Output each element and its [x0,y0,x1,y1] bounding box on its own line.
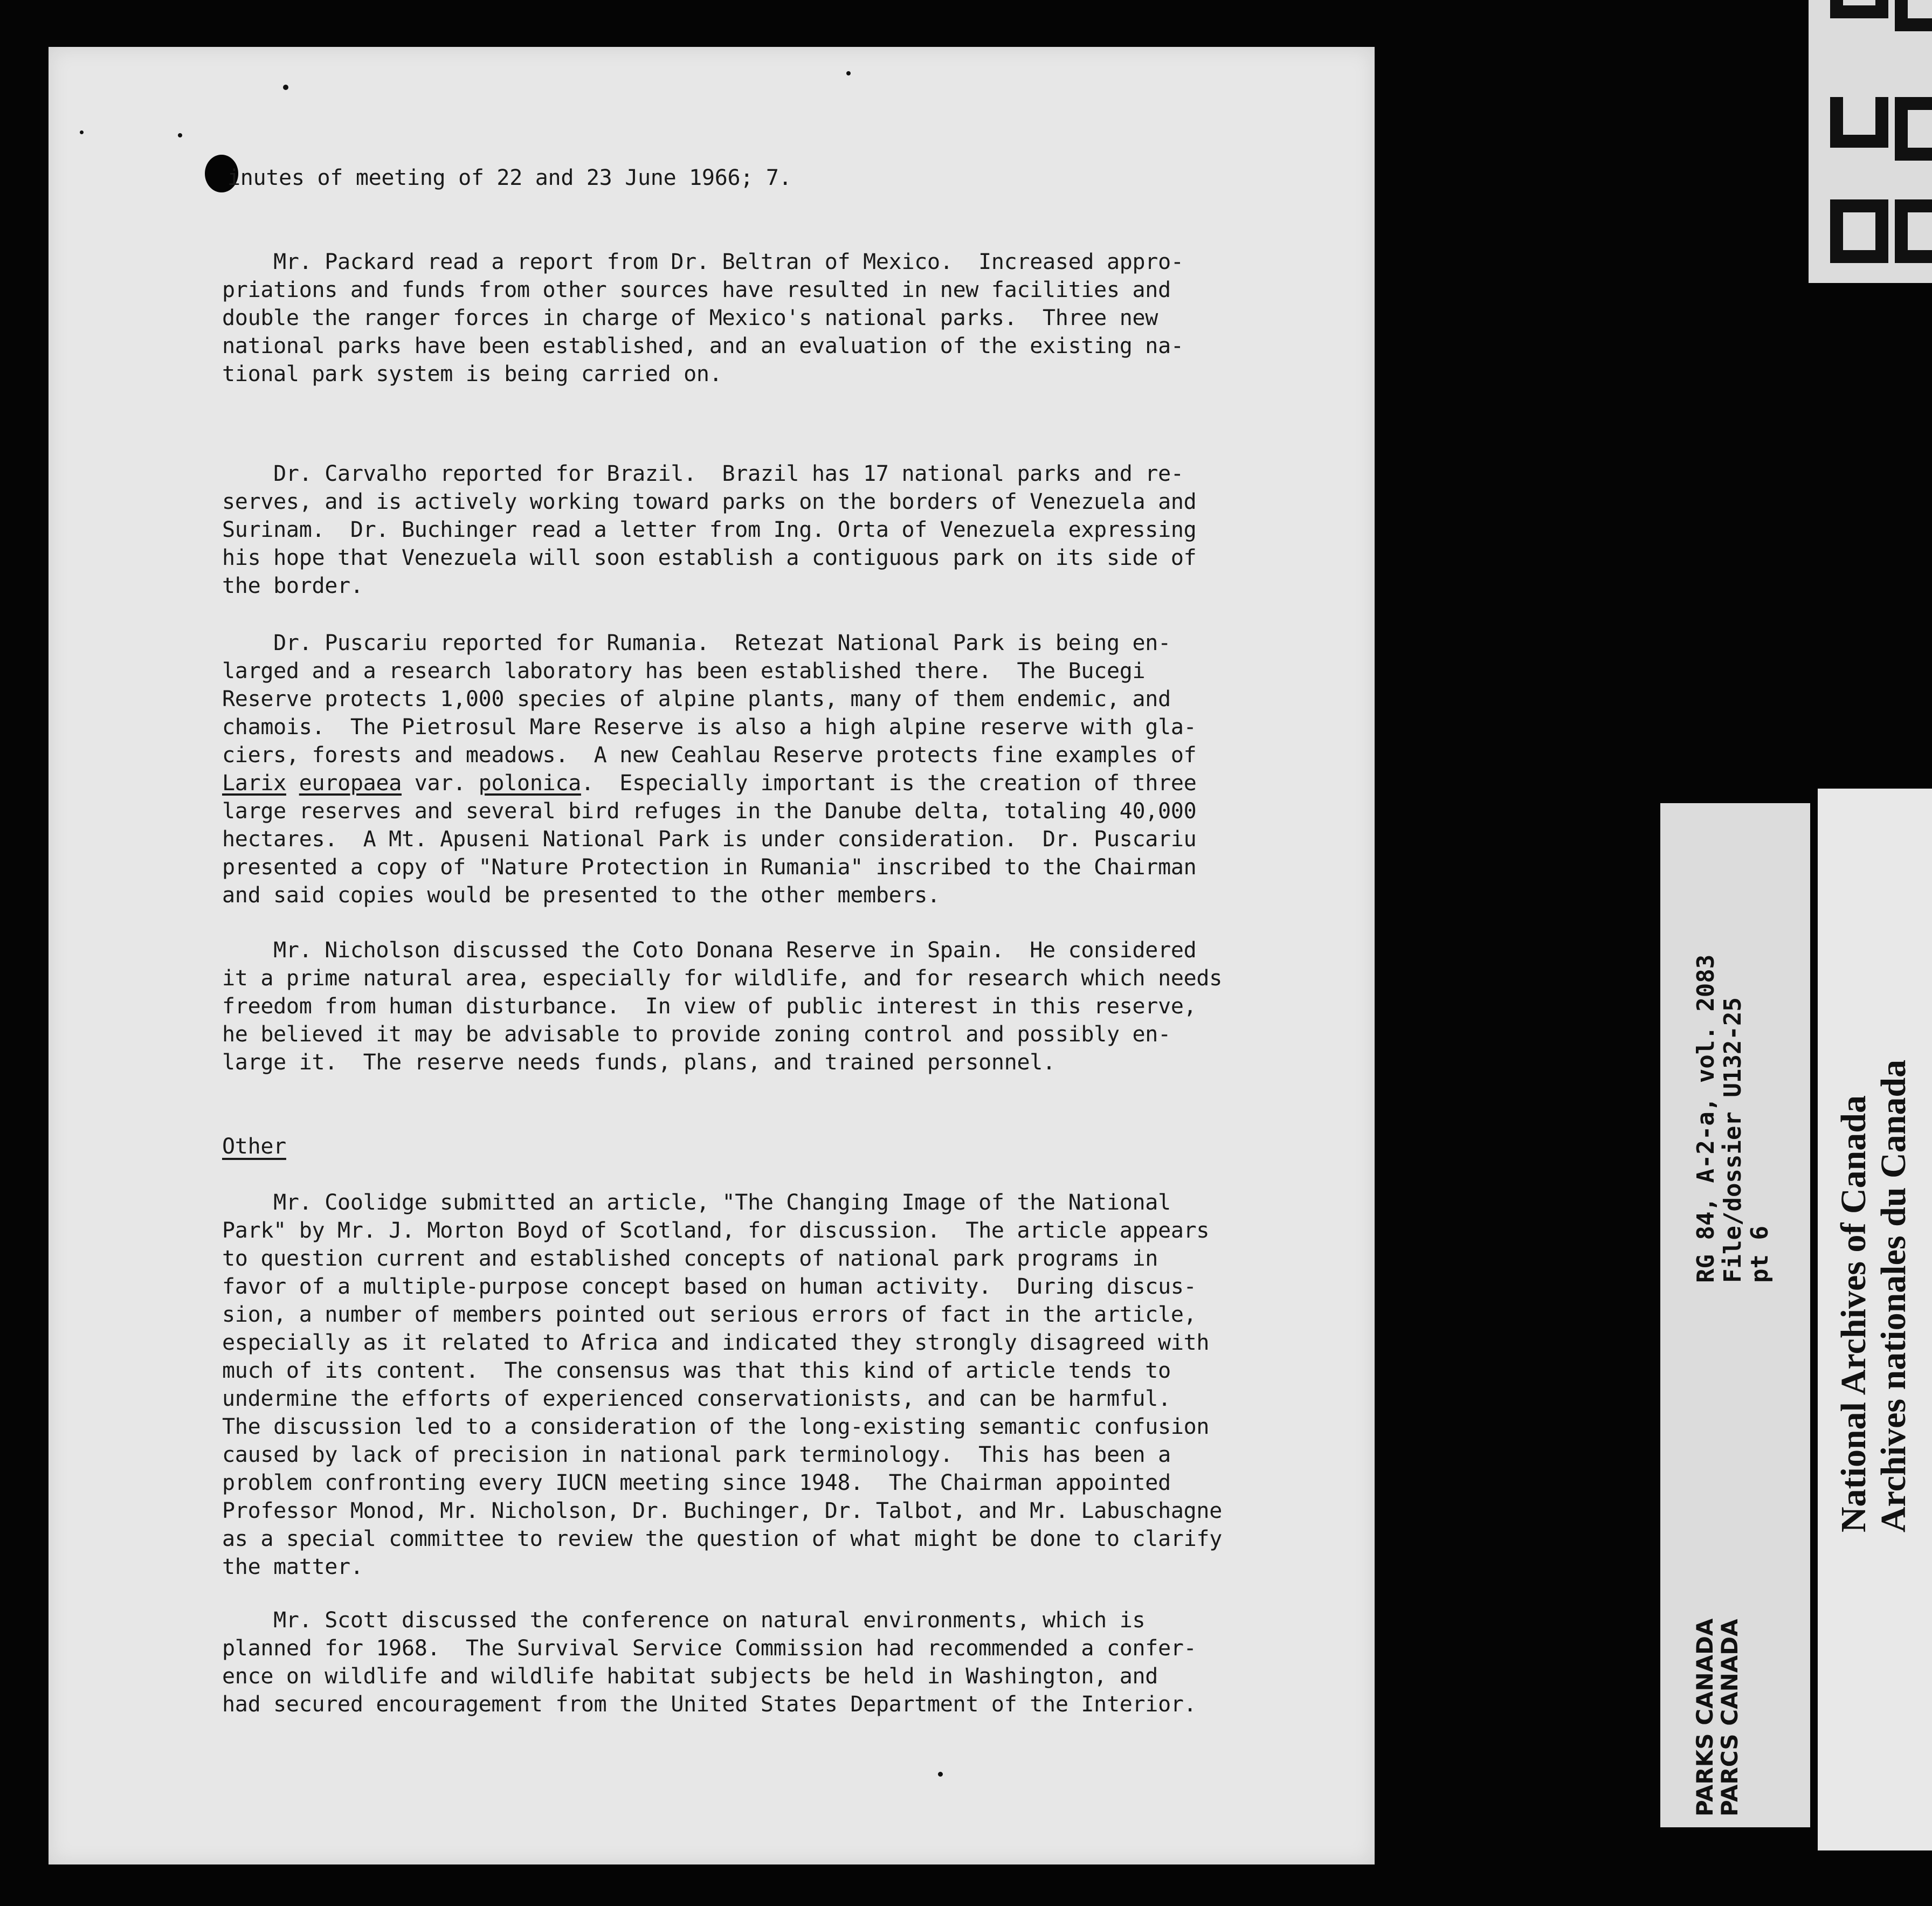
parks-line: PARCS CANADA [1716,1619,1743,1817]
frame-glyph [1830,97,1888,148]
text-line: tional park system is being carried on. [222,362,722,386]
frame-glyph [1895,97,1932,161]
paragraph-spain [222,936,1279,1076]
parks-line: PARKS CANADA [1692,1618,1718,1817]
frame-glyph [1830,0,1888,18]
archive-reference-label [1660,803,1810,1827]
text-line-underlined: Larix europaea var. polonica. Especially important is the creation of three [222,771,1197,796]
text-line: the matter. [222,1555,363,1579]
reference-line: File/dossier U132-25 [1719,997,1747,1283]
text-line: his hope that Venezuela will soon establish a contiguous park on its side of [222,545,1197,570]
text-line: Reserve protects 1,000 species of alpine plants, many of them endemic, and [222,687,1171,712]
text-line: Surinam. Dr. Buchinger read a letter from Ing. Orta of Venezuela expressing [222,517,1197,542]
archives-text [1834,1060,1914,1532]
text-line: Dr. Puscariu reported for Rumania. Retezat National Park is being en- [222,631,1171,655]
text-line: especially as it related to Africa and indicated they strongly disagreed with [222,1330,1210,1355]
text-line: and said copies would be presented to the other members. [222,883,940,908]
paragraph-mexico [222,248,1279,388]
text-line: priations and funds from other sources have resulted in new facilities and [222,278,1171,302]
page-header: inutes of meeting of 22 and 23 June 1966; 7. [227,165,792,190]
reference-line: pt 6 [1746,1226,1774,1283]
text-line: caused by lack of precision in national park terminology. This has been a [222,1442,1171,1467]
frame-glyph [1895,199,1932,263]
paragraph-brazil [222,460,1279,600]
archives-line: National Archives of Canada [1834,1095,1873,1532]
text-line: Dr. Carvalho reported for Brazil. Brazil has 17 national parks and re- [222,461,1184,486]
underlined-term: polonica [478,771,581,796]
speck [178,133,182,137]
text-line: larged and a research laboratory has been established there. The Bucegi [222,659,1146,683]
text-line: large it. The reserve needs funds, plans, and trained personnel. [222,1050,1055,1075]
speck [80,130,84,134]
reference-line: RG 84, A-2-a, vol. 2083 [1692,954,1720,1283]
section-heading-other: Other [222,1134,286,1159]
text-line: presented a copy of "Nature Protection in Rumania" inscribed to the Chairman [222,855,1197,880]
text-line: double the ranger forces in charge of Mexico's national parks. Three new [222,306,1158,330]
text-line: Mr. Nicholson discussed the Coto Donana Reserve in Spain. He considered [222,938,1197,963]
paragraph-coolidge [222,1189,1279,1581]
text-line: planned for 1968. The Survival Service Commission had recommended a confer- [222,1636,1197,1661]
speck [846,71,851,75]
parks-canada-text [1693,1618,1742,1817]
text-line: as a special committee to review the question of what might be done to clarify [222,1527,1222,1551]
speck [938,1772,943,1777]
text-line: the border. [222,574,363,598]
frame-glyph [1830,199,1888,263]
text-line: problem confronting every IUCN meeting since 1948. The Chairman appointed [222,1470,1171,1495]
text-line: Mr. Scott discussed the conference on natural environments, which is [222,1608,1146,1633]
text-line: Mr. Coolidge submitted an article, "The Changing Image of the National [222,1190,1171,1215]
text-line: ence on wildlife and wildlife habitat subjects be held in Washington, and [222,1664,1158,1689]
document-page [49,47,1375,1864]
frame-marker-card [1809,0,1932,283]
text-line: undermine the efforts of experienced conservationists, and can be harmful. [222,1386,1171,1411]
underlined-term: Larix [222,771,286,796]
text-line: national parks have been established, and an evaluation of the existing na- [222,334,1184,358]
reference-text [1693,955,1774,1283]
text-line: chamois. The Pietrosul Mare Reserve is also a high alpine reserve with gla- [222,715,1197,740]
text-line: ciers, forests and meadows. A new Ceahlau Reserve protects fine examples of [222,743,1197,768]
text-line: serves, and is actively working toward parks on the borders of Venezuela and [222,489,1197,514]
frame-glyph [1895,0,1932,31]
paragraph-scott [222,1606,1279,1718]
text-line: favor of a multiple-purpose concept based on human activity. During discus- [222,1274,1197,1299]
text-line: hectares. A Mt. Apuseni National Park is under consideration. Dr. Puscariu [222,827,1197,852]
paragraph-rumania [222,629,1279,909]
text-line: The discussion led to a consideration of the long-existing semantic confusion [222,1414,1210,1439]
speck [283,85,288,90]
text-line: he believed it may be advisable to provide zoning control and possibly en- [222,1022,1171,1047]
text-line: Mr. Packard read a report from Dr. Beltran of Mexico. Increased appro- [222,250,1184,274]
text-line: freedom from human disturbance. In view of public interest in this reserve, [222,994,1197,1019]
text-line: it a prime natural area, especially for wildlife, and for research which needs [222,966,1222,991]
text-line: had secured encouragement from the United States Department of the Interior. [222,1692,1197,1717]
text-line: sion, a number of members pointed out serious errors of fact in the article, [222,1302,1197,1327]
text-line: Professor Monod, Mr. Nicholson, Dr. Buchinger, Dr. Talbot, and Mr. Labuschagne [222,1498,1222,1523]
archives-line: Archives nationales du Canada [1874,1059,1913,1532]
national-archives-label [1818,789,1932,1850]
underlined-term: europaea [299,771,402,796]
text-line: Park" by Mr. J. Morton Boyd of Scotland, for discussion. The article appears [222,1218,1210,1243]
text-line: much of its content. The consensus was that this kind of article tends to [222,1358,1171,1383]
text-line: to question current and established concepts of national park programs in [222,1246,1158,1271]
text-line: large reserves and several bird refuges in the Danube delta, totaling 40,000 [222,799,1197,824]
